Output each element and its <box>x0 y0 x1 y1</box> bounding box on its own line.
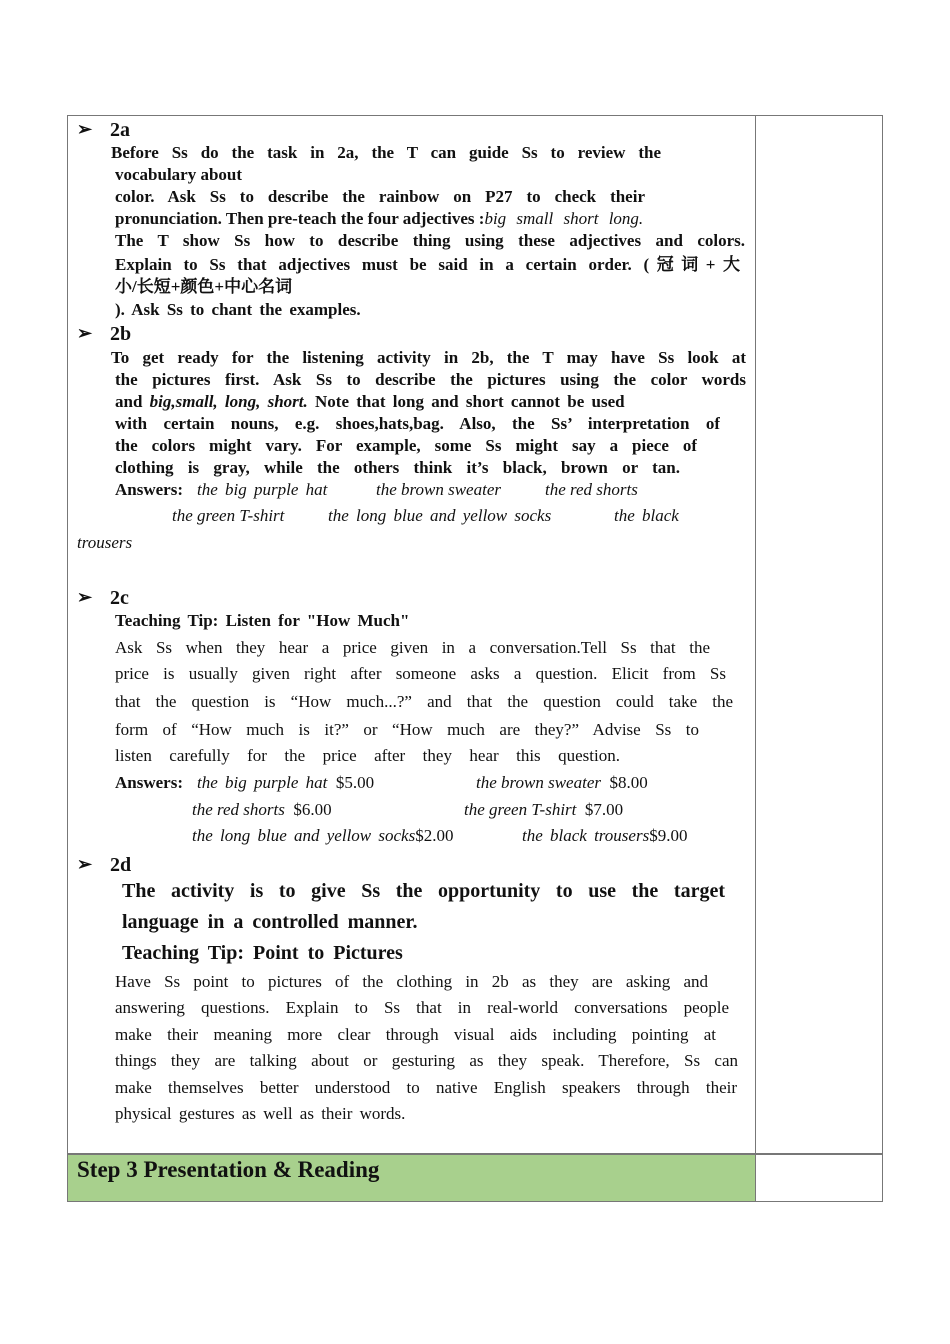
text-line: vocabulary about <box>115 165 243 184</box>
step-notes-cell <box>755 1153 883 1202</box>
answer <box>192 826 453 846</box>
text-line: language in a controlled manner. <box>122 911 418 933</box>
answer-price: $7.00 <box>584 800 624 819</box>
answer-price: $9.00 <box>649 826 688 845</box>
answers-label: Answers: <box>115 480 183 499</box>
text-line: Have Ss point to pictures of the clothing in 2b as they are asking and <box>115 972 708 991</box>
answer: the black <box>614 506 679 525</box>
answer-item: the long blue and yellow socks <box>192 826 416 845</box>
answer-price: $6.00 <box>293 800 332 819</box>
text-line: To get ready for the listening activity in 2b, the T may have Ss look at <box>111 348 746 367</box>
answer-item: the red shorts <box>192 800 285 819</box>
text: and <box>115 392 150 411</box>
text-line: make their meaning more clear through visual aids including pointing at <box>115 1025 716 1044</box>
answer <box>522 826 687 846</box>
answer-price: $2.00 <box>415 826 454 845</box>
text-line: The activity is to give Ss the opportunity to use the target <box>122 880 725 902</box>
text: pronunciation. Then pre-teach the four adjectives : <box>115 209 485 228</box>
arrow-bullet-icon: ➢ <box>77 587 93 607</box>
text-line: form of “How much is it?” or “How much are they?” Advise Ss to <box>115 720 699 739</box>
text-line: price is usually given right after someone asks a question. Elicit from Ss <box>115 664 726 683</box>
text-line: clothing is gray, while the others think it’s black, brown or tan. <box>115 458 680 477</box>
section-2b-label: 2b <box>110 323 132 345</box>
adjectives: big,small, long, short. <box>149 392 308 411</box>
answer-item: the big purple hat <box>197 773 328 792</box>
text-line: things they are talking about or gesturing as they speak. Therefore, Ss can <box>115 1051 738 1070</box>
answer <box>476 773 648 793</box>
answer <box>464 800 623 820</box>
answer-item: the brown sweater <box>476 773 601 792</box>
section-2c-label: 2c <box>110 587 129 609</box>
arrow-bullet-icon: ➢ <box>77 119 93 139</box>
answer: the red shorts <box>545 480 638 499</box>
answers-label: Answers: <box>115 773 183 792</box>
answer-price: $5.00 <box>335 773 375 792</box>
adjectives: big small short long. <box>484 209 644 228</box>
text-line: with certain nouns, e.g. shoes,hats,bag. Also, the Ss’ interpretation of <box>115 414 720 433</box>
notes-cell <box>755 115 883 1155</box>
text-line: the pictures first. Ask Ss to describe the pictures using the color words <box>115 370 746 389</box>
teaching-tip-heading: Teaching Tip: Listen for "How Much" <box>115 611 410 630</box>
answer: the long blue and yellow socks <box>328 506 552 525</box>
answer: the brown sweater <box>376 480 501 499</box>
arrow-bullet-icon: ➢ <box>77 323 93 343</box>
text: Note that long and short cannot be used <box>307 392 625 411</box>
text-line: 小/长短+颜色+中心名词 <box>115 277 293 296</box>
text-line: ). Ask Ss to chant the examples. <box>115 300 361 319</box>
text-line: Explain to Ss that adjectives must be said in a certain order. (冠词+大 <box>115 255 740 274</box>
text-line: the colors might vary. For example, some Ss might say a piece of <box>115 436 697 455</box>
section-2a-label: 2a <box>110 119 130 141</box>
text-line: that the question is “How much...?” and that the question could take the <box>115 692 733 711</box>
text-line: The T show Ss how to describe thing using these adjectives and colors. <box>115 231 745 250</box>
answer <box>192 800 332 820</box>
text-line: Before Ss do the task in 2a, the T can guide Ss to review the <box>111 143 661 162</box>
text-line: listen carefully for the price after they hear this question. <box>115 746 620 765</box>
text-line: physical gestures as well as their words. <box>115 1104 406 1123</box>
text-line: color. Ask Ss to describe the rainbow on P27 to check their <box>115 187 645 206</box>
answer: trousers <box>77 533 133 552</box>
section-2d-label: 2d <box>110 854 132 876</box>
arrow-bullet-icon: ➢ <box>77 854 93 874</box>
answer-item: the green T-shirt <box>464 800 577 819</box>
step-3-heading: Step 3 Presentation & Reading <box>77 1157 380 1182</box>
text-line: make themselves better understood to native English speakers through their <box>115 1078 737 1097</box>
answer: the big purple hat <box>197 480 328 499</box>
answer <box>197 773 374 793</box>
text-line <box>115 392 625 412</box>
teaching-tip-heading: Teaching Tip: Point to Pictures <box>122 942 403 964</box>
text-line: answering questions. Explain to Ss that in real-world conversations people <box>115 998 729 1017</box>
answer-item: the black trousers <box>522 826 650 845</box>
text-line <box>115 209 745 229</box>
answer: the green T-shirt <box>172 506 285 525</box>
answer-price: $8.00 <box>609 773 648 792</box>
text-line: Ask Ss when they hear a price given in a conversation.Tell Ss that the <box>115 638 710 657</box>
